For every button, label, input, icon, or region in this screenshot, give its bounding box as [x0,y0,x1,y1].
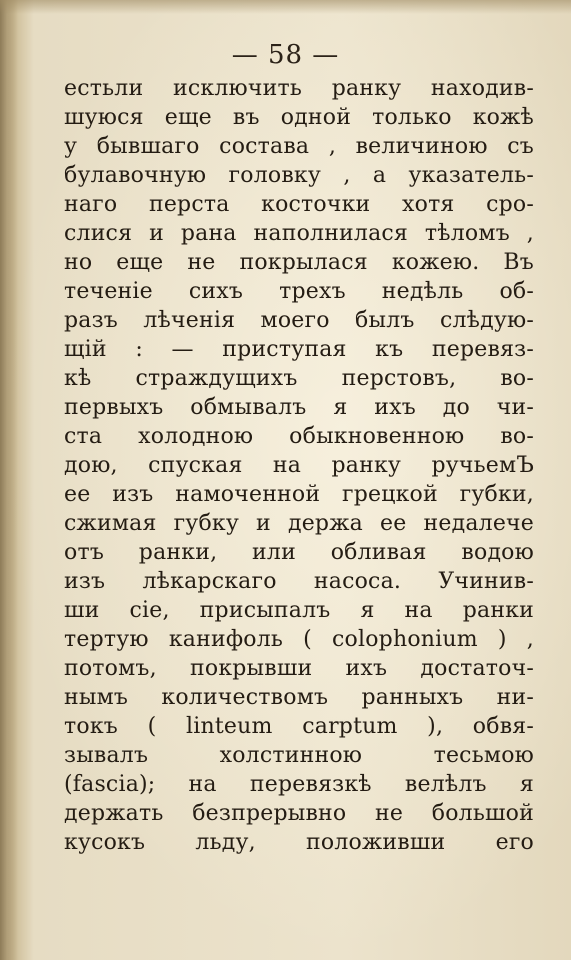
text-line: разъ лѣченія моего былъ слѣдую- [64,308,534,333]
text-line: изъ лѣкарскаго насоса. Учинив- [64,569,534,594]
text-line: ста холодною обыкновенною во- [64,424,534,449]
text-line: естьли исключить ранку находив- [64,76,534,101]
text-line: сжимая губку и держа ее недалече [64,511,534,536]
text-line: но еще не покрылася кожею. Въ [64,250,534,275]
text-line: щій : — приступая къ перевяз- [64,337,534,362]
text-line: (fascia); на перевязкѣ велѣлъ я [64,772,534,797]
text-line: потомъ, покрывши ихъ достаточ- [64,656,534,681]
text-line: шуюся еще въ одной только кожѣ [64,105,534,130]
text-line: первыхъ обмывалъ я ихъ до чи- [64,395,534,420]
text-line: ее изъ намоченной грецкой губки, [64,482,534,507]
page-number: — 58 — [231,40,340,70]
text-line: нымъ количествомъ ранныхъ ни- [64,685,534,710]
text-line: кѣ страждущихъ перстовъ, во- [64,366,534,391]
text-line: теченіе сихъ трехъ недѣль об- [64,279,534,304]
text-line: зывалъ холстинною тесьмою [64,743,534,768]
text-line: наго перста косточки хотя сро- [64,192,534,217]
text-line: булавочную головку , а указатель- [64,163,534,188]
text-line: тертую канифоль ( colophonium ) , [64,627,534,652]
text-line: кусокъ льду, положивши его [64,830,534,855]
body-text [64,74,534,857]
text-line: отъ ранки, или обливая водою [64,540,534,565]
text-line: токъ ( linteum carptum ), обвя- [64,714,534,739]
text-line: ши сіе, присыпалъ я на ранки [64,598,534,623]
text-line: держать безпрерывно не большой [64,801,534,826]
text-line: слися и рана наполнилася тѣломъ , [64,221,534,246]
text-line: у бывшаго состава , величиною съ [64,134,534,159]
text-line: дою, спуская на ранку ручьемЪ [64,453,534,478]
